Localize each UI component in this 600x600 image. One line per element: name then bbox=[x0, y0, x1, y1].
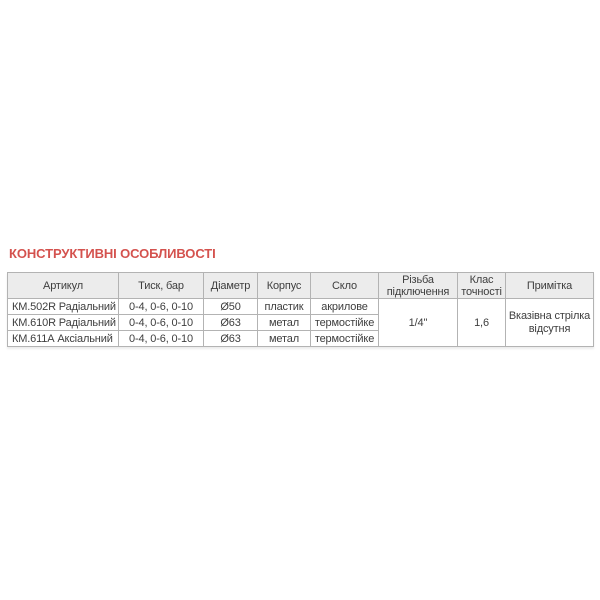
spec-table bbox=[7, 272, 594, 347]
cell-article: КМ.611А Аксіальний bbox=[8, 331, 119, 347]
cell-pressure: 0-4, 0-6, 0-10 bbox=[119, 331, 204, 347]
col-header-body: Корпус bbox=[258, 273, 311, 299]
cell-body-material: метал bbox=[258, 315, 311, 331]
cell-diameter: Ø63 bbox=[204, 315, 258, 331]
col-header-article: Артикул bbox=[8, 273, 119, 299]
header-row bbox=[8, 273, 594, 299]
cell-accuracy-class: 1,6 bbox=[458, 299, 506, 347]
cell-glass: термостійке bbox=[311, 315, 379, 331]
col-header-accuracy-class: Клас точності bbox=[458, 273, 506, 299]
cell-article: КМ.610R Радіальний bbox=[8, 315, 119, 331]
section-title: КОНСТРУКТИВНІ ОСОБЛИВОСТІ bbox=[9, 246, 216, 261]
cell-diameter: Ø50 bbox=[204, 299, 258, 315]
table-row bbox=[8, 299, 594, 315]
cell-pressure: 0-4, 0-6, 0-10 bbox=[119, 299, 204, 315]
cell-body-material: метал bbox=[258, 331, 311, 347]
cell-glass: акрилове bbox=[311, 299, 379, 315]
col-header-note: Примітка bbox=[506, 273, 594, 299]
cell-thread-connection: 1/4'' bbox=[379, 299, 458, 347]
cell-article: КМ.502R Радіальний bbox=[8, 299, 119, 315]
cell-note: Вказівна стрілка відсутня bbox=[506, 299, 594, 347]
cell-glass: термостійке bbox=[311, 331, 379, 347]
cell-body-material: пластик bbox=[258, 299, 311, 315]
col-header-pressure: Тиск, бар bbox=[119, 273, 204, 299]
cell-diameter: Ø63 bbox=[204, 331, 258, 347]
col-header-thread: Різьба підключення bbox=[379, 273, 458, 299]
col-header-diameter: Діаметр bbox=[204, 273, 258, 299]
col-header-glass: Скло bbox=[311, 273, 379, 299]
cell-pressure: 0-4, 0-6, 0-10 bbox=[119, 315, 204, 331]
